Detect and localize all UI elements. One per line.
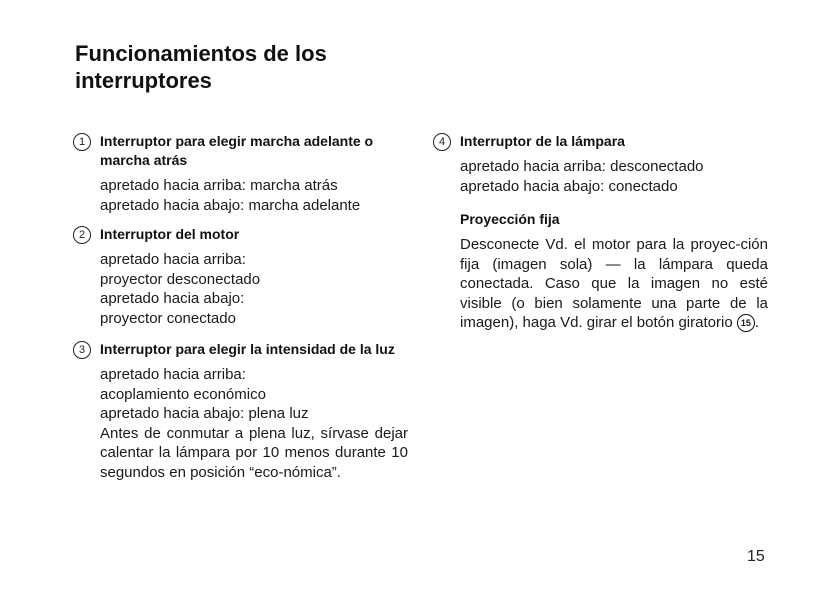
switch-up-line: apretado hacia arriba: <box>100 251 246 268</box>
page-title: Funcionamientos de los interruptores <box>75 41 327 93</box>
switch-up-line: apretado hacia arriba: desconectado <box>460 158 704 175</box>
switch-down-result: proyector conectado <box>100 309 236 327</box>
rotary-knob-ref-icon: 15 <box>737 314 755 332</box>
left-column <box>73 132 408 482</box>
section-heading: Interruptor para elegir la intensidad de la luz <box>100 341 395 357</box>
circled-number-3: 3 <box>73 341 91 359</box>
warmup-note: Antes de conmutar a plena luz, sírvase dejar calentar la lámpara por 10 menos durante 10 segundos en posición “eco-nómica”. <box>100 424 408 481</box>
switch-up-line: apretado hacia arriba: marcha atrás <box>100 177 338 194</box>
page-number: 15 <box>747 548 765 565</box>
section-heading: Interruptor del motor <box>100 226 240 242</box>
circled-number-1: 1 <box>73 133 91 151</box>
switch-up-result: proyector desconectado <box>100 270 261 288</box>
switch-down-line: apretado hacia abajo: plena luz <box>100 405 309 422</box>
switch-down-line: apretado hacia abajo: marcha adelante <box>100 196 361 214</box>
right-column <box>433 132 768 333</box>
section-light-switch <box>73 340 408 482</box>
still-projection-text: Desconecte Vd. el motor para la proyec-ción fija (imagen sola) — la lámpara queda conectada. Caso que la imagen no esté visible (o bien solamente una parte de la imagen), haga Vd. girar el botón giratorio 15 . <box>460 236 768 331</box>
section-motor-switch <box>73 225 408 328</box>
still-projection-heading: Proyección fija <box>460 211 560 227</box>
switch-down-line: apretado hacia abajo: conectado <box>460 177 678 195</box>
switch-down-line: apretado hacia abajo: <box>100 290 245 307</box>
switch-up-result: acoplamiento económico <box>100 385 266 403</box>
still-projection-body: Desconecte Vd. el motor para la proyec-ción fija (imagen sola) — la lámpara queda conectada. Caso que la imagen no esté visible (o bien solamente una parte de la imagen), haga Vd. girar el botón giratorio <box>460 236 768 331</box>
switch-up-line: apretado hacia arriba: <box>100 366 246 383</box>
circled-number-4: 4 <box>433 133 451 151</box>
section-heading: Interruptor de la lámpara <box>460 133 625 149</box>
section-lamp-switch <box>433 132 768 333</box>
section-heading: Interruptor para elegir marcha adelante o marcha atrás <box>100 133 374 168</box>
section-direction-switch <box>73 132 408 215</box>
circled-number-2: 2 <box>73 226 91 244</box>
